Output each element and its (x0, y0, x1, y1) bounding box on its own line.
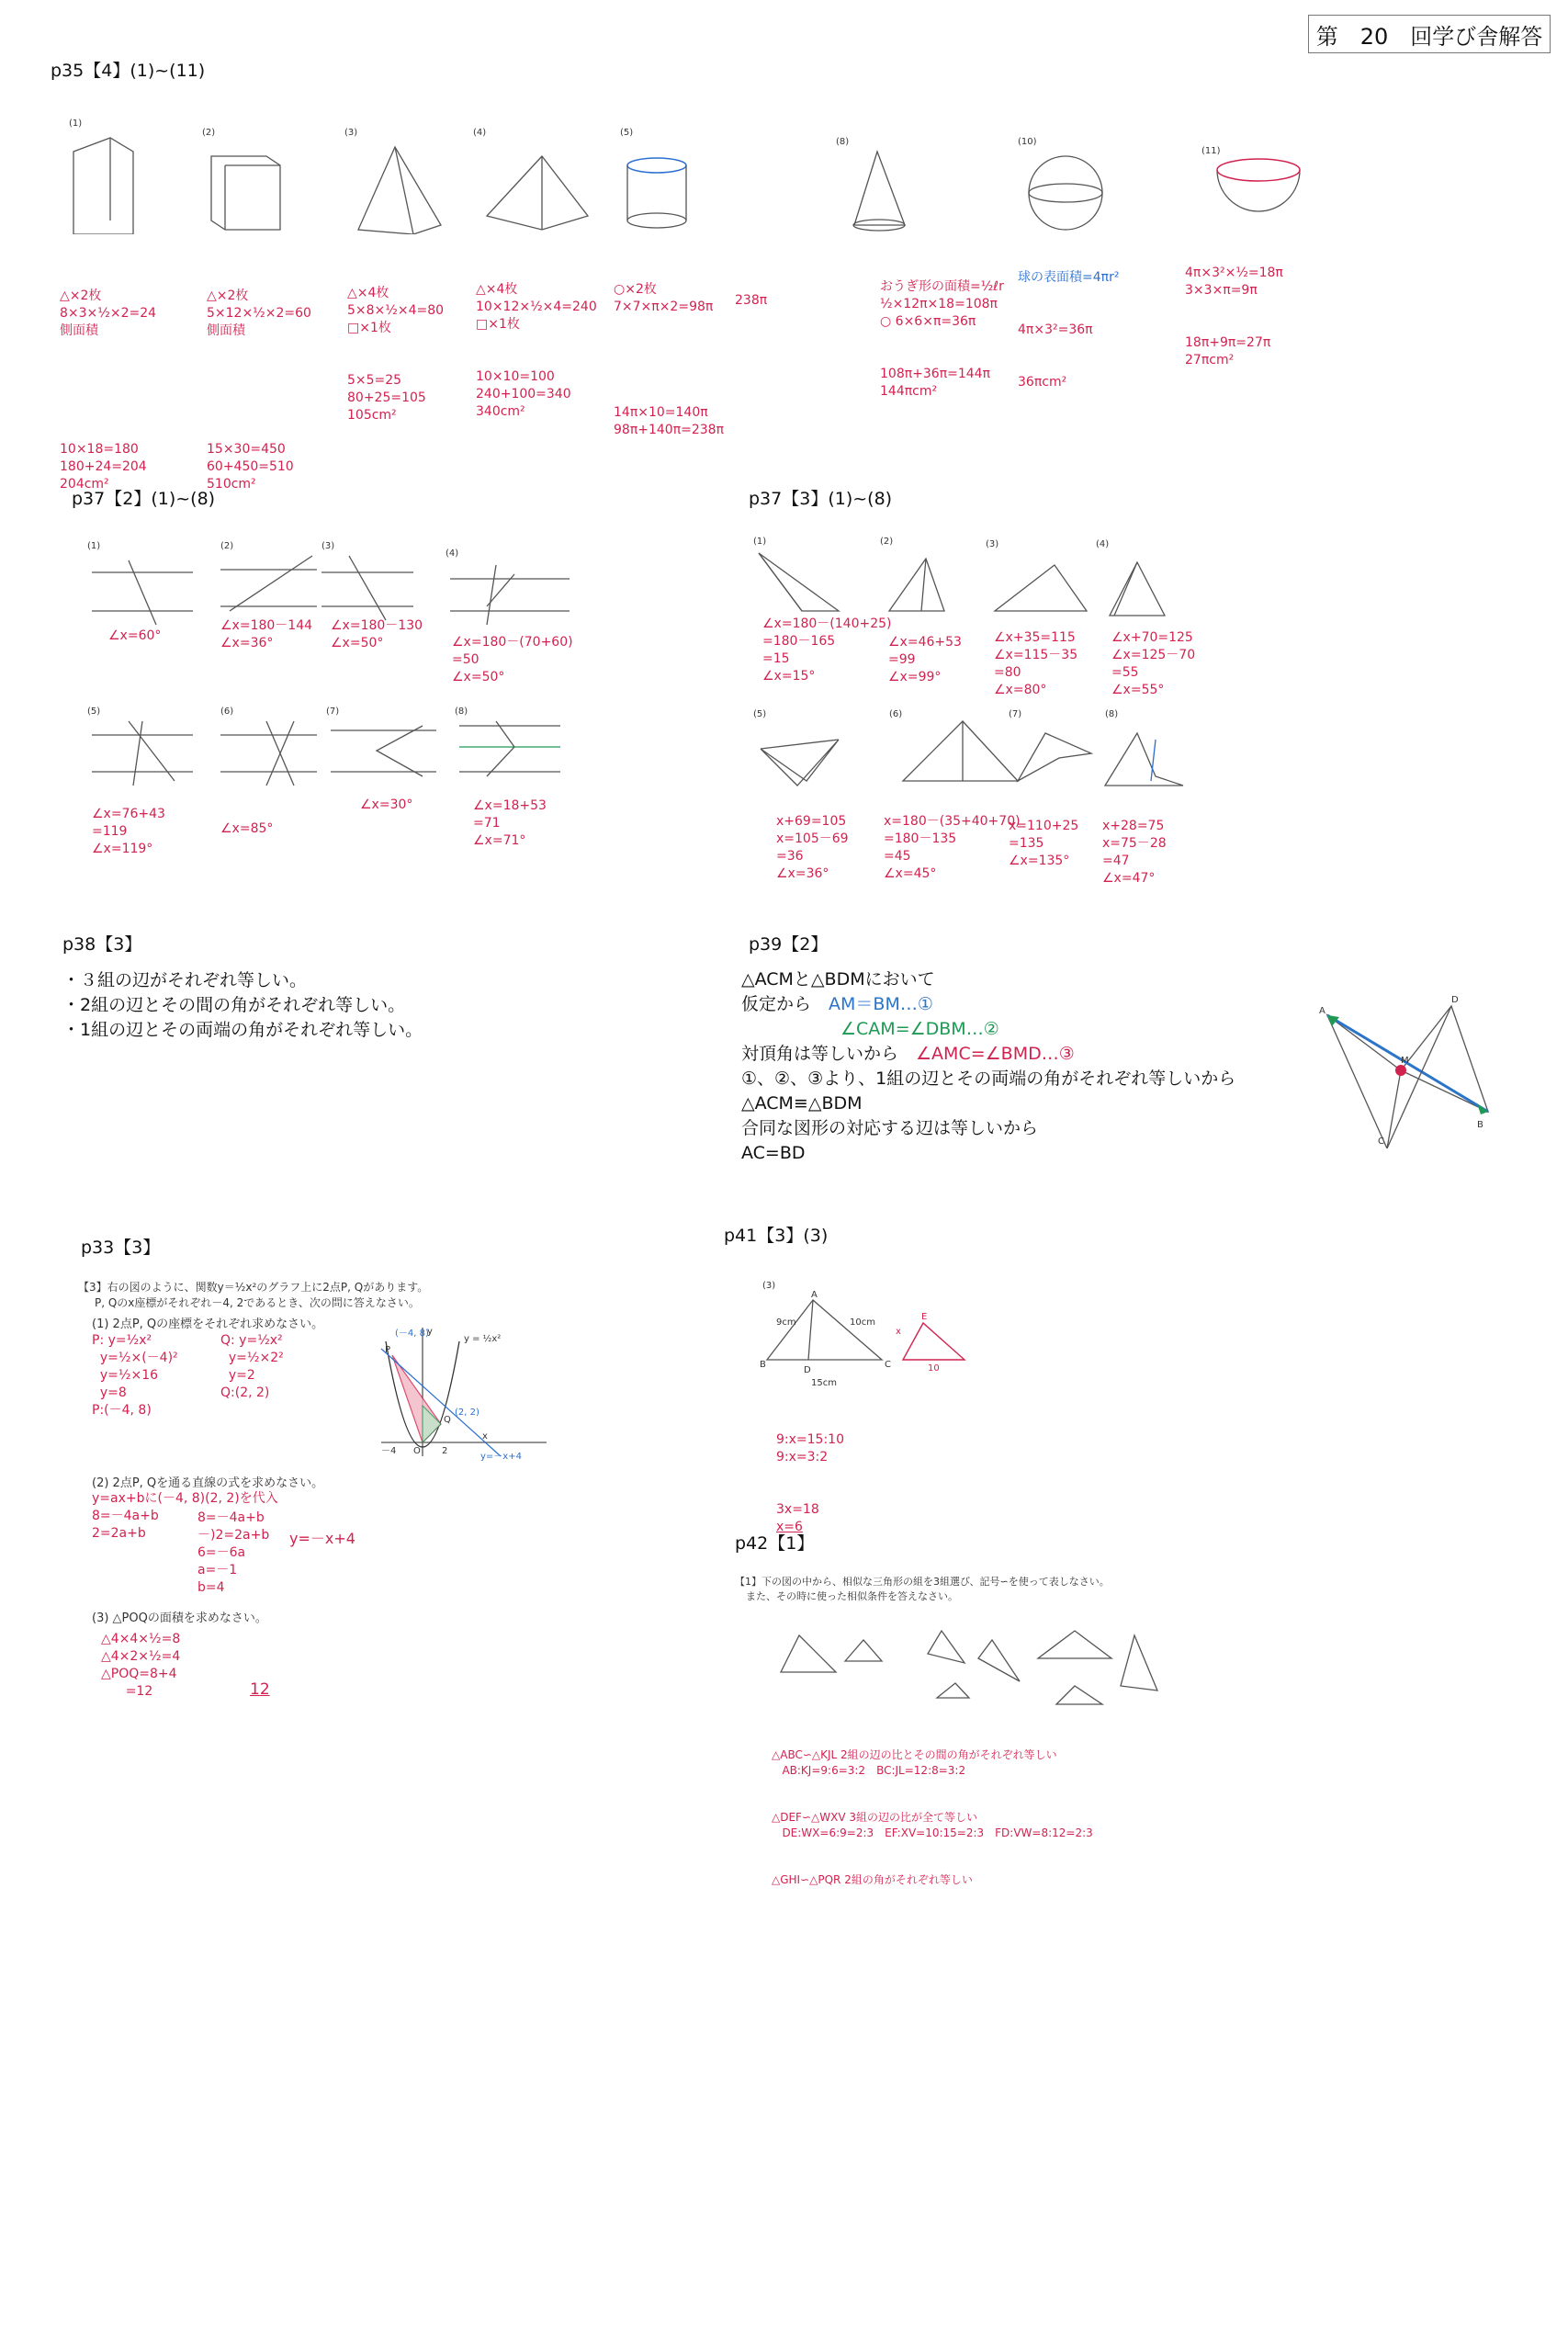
svg-text:(11): (11) (1201, 146, 1221, 156)
p35-ans-1: △×2枚 8×3×½×2=24 側面積 10×18=180 180+24=204 204cm² (60, 288, 157, 492)
p35-ans-5: ○×2枚 7×7×π×2=98π 14π×10=140π 98π+140π=238π (614, 282, 725, 437)
p33-graph-Q: Q (444, 1415, 451, 1425)
p33-graph (372, 1323, 556, 1461)
p35-fig8-cone (854, 152, 905, 225)
p39-figure (1314, 988, 1511, 1148)
p41-fig-E: E (921, 1312, 928, 1322)
p42-fig-pqr (1038, 1631, 1111, 1658)
p42-fig-abc (781, 1635, 836, 1672)
p37-3-fig8 (1105, 709, 1183, 786)
p42-fig-vwx (1121, 1635, 1157, 1690)
svg-text:(2): (2) (880, 537, 894, 547)
p39-proof (741, 967, 1235, 1166)
p35-fig2-prism (211, 156, 280, 230)
p42-problem: 【1】下の図の中から、相似な三角形の組を3組選び、記号∽を使って表しなさい。 また、その時に使った相似条件を答えなさい。 (735, 1576, 1110, 1602)
p33-graph-m4: －4 (381, 1446, 397, 1456)
p37-2-fig7 (326, 707, 436, 776)
svg-text:(5): (5) (620, 128, 634, 138)
p33-q3: (3) △POQの面積を求めなさい。 (92, 1611, 267, 1625)
p39-line-7: 合同な図形の対応する辺は等しいから (741, 1118, 1039, 1138)
p35-fig3-pyramid (358, 147, 441, 234)
svg-text:(1): (1) (753, 537, 767, 547)
p37-2-fig1 (87, 541, 193, 625)
p39-fig-C: C (1378, 1136, 1384, 1147)
p37-2-ans-1: ∠x=60° (108, 628, 162, 643)
p37-3-fig7 (1009, 709, 1091, 781)
svg-text:(3): (3) (986, 539, 999, 549)
svg-text:(7): (7) (326, 707, 340, 717)
p41-fig-A: A (811, 1290, 818, 1300)
p35-ans-5-result: 238π (735, 293, 768, 308)
p39-line-5: ①、②、③より、1組の辺とその両端の角がそれぞれ等しいから (741, 1069, 1236, 1089)
p37-3-ans-8: x+28=75 x=75－28 =47 ∠x=47° (1102, 819, 1167, 886)
p37-2-ans-6: ∠x=85° (220, 821, 274, 836)
p39-line-8: AC=BD (741, 1143, 806, 1163)
p41-fig-x: x (896, 1327, 901, 1337)
svg-text:(10): (10) (1018, 137, 1037, 147)
p37-2-heading: p37【2】(1)~(8) (72, 489, 216, 509)
p42-fig-jkl (928, 1631, 964, 1663)
p35-fig4-pyramid (487, 156, 588, 230)
p39-line-1: △ACMと△BDMにおいて (741, 969, 935, 989)
svg-text:(1): (1) (87, 541, 101, 551)
p37-2-ans-4: ∠x=180－(70+60) =50 ∠x=50° (452, 635, 573, 684)
p35-heading: p35【4】(1)~(11) (51, 61, 206, 81)
p39-fig-M: M (1401, 1056, 1409, 1066)
p33-heading: p33【3】 (81, 1238, 161, 1258)
p41-fig-9: 9cm (776, 1317, 796, 1328)
p41-fig-B: B (760, 1360, 766, 1370)
p37-3-ans-5: x+69=105 x=105－69 =36 ∠x=36° (776, 814, 849, 881)
p41-fig-no: (3) (762, 1281, 776, 1291)
p37-2-fig2 (220, 541, 317, 611)
p35-fig1-no: (1) (69, 119, 83, 129)
p41-fig-10: 10cm (850, 1317, 875, 1328)
p37-3-ans-4: ∠x+70=125 ∠x=125－70 =55 ∠x=55° (1111, 630, 1196, 697)
p41-fig-e10: 10 (928, 1363, 940, 1374)
p37-3-fig1 (753, 537, 839, 611)
svg-text:(7): (7) (1009, 709, 1022, 719)
svg-text:(8): (8) (1105, 709, 1119, 719)
p33-graph-Ppt: (－4, 8) (395, 1329, 429, 1339)
p35-ans-3: △×4枚 5×8×½×4=80 □×1枚 5×5=25 80+25=105 105cm² (347, 286, 445, 423)
p33-q2: (2) 2点P, Qを通る直線の式を求めなさい。 (92, 1476, 324, 1490)
svg-text:(2): (2) (220, 541, 234, 551)
p35-ans-8: おうぎ形の面積=½ℓr ½×12π×18=108π ○ 6×6×π=36π 108π+36π=144π 144πcm² (880, 279, 1004, 399)
p42-heading: p42【1】 (735, 1533, 815, 1554)
p33-graph-x: x (482, 1431, 488, 1442)
p39-line-2: 仮定から AM＝BM…① (741, 994, 933, 1014)
p39-line-4: 対頂角は等しいから ∠AMC=∠BMD…③ (741, 1044, 1075, 1064)
p42-fig-def (845, 1640, 882, 1661)
p37-2-ans-8: ∠x=18+53 =71 ∠x=71° (473, 798, 547, 848)
p35-ans-4: △×4枚 10×12×½×4=240 □×1枚 10×10=100 240+100=340 340cm² (476, 282, 597, 419)
p37-3-ans-1: ∠x=180－(140+25) =180－165 =15 ∠x=15° (762, 616, 892, 684)
p37-2-fig8 (455, 707, 560, 776)
p37-2-ans-7: ∠x=30° (360, 797, 413, 812)
svg-text:(2): (2) (202, 128, 216, 138)
svg-text:(3): (3) (321, 541, 335, 551)
p39-line-3: ∠CAM=∠DBM…② (840, 1019, 999, 1039)
p38-line-1: ・３組の辺がそれぞれ等しい。 (62, 970, 308, 990)
p37-2-ans-2: ∠x=180－144 ∠x=36° (220, 618, 313, 650)
svg-text:(8): (8) (836, 137, 850, 147)
p35-fig11-hemisphere (1217, 170, 1300, 211)
p37-3-fig5 (753, 709, 839, 786)
p33-graph-O: O (413, 1446, 421, 1456)
p33-graph-Qpt: (2, 2) (455, 1408, 479, 1418)
p37-3-ans-6: x=180－(35+40+70) =180－135 =45 ∠x=45° (884, 814, 1021, 881)
p35-fig10-sphere (1029, 156, 1102, 230)
p33-a3: △4×4×½=8 △4×2×½=4 △POQ=8+4 =12 (101, 1632, 181, 1699)
svg-text:(5): (5) (87, 707, 101, 717)
p42-fig-mno (978, 1640, 1020, 1681)
p33-a2-result: y=－x+4 (289, 1530, 355, 1547)
p41-figure (758, 1277, 997, 1396)
p35-ans-11: 4π×3²×½=18π 3×3×π=9π 18π+9π=27π 27πcm² (1185, 266, 1283, 368)
p33-graph-P: P (385, 1345, 391, 1355)
p37-2-fig3 (321, 541, 413, 620)
p33-a1-p: P: y=½x² y=½×(－4)² y=½×16 y=8 P:(－4, 8) (92, 1333, 178, 1418)
p42-fig-stu (1056, 1686, 1102, 1704)
svg-text:(4): (4) (1096, 539, 1110, 549)
p41-fig-15: 15cm (811, 1378, 837, 1388)
p39-heading: p39【2】 (749, 934, 829, 955)
p37-2-fig4 (446, 548, 570, 625)
svg-text:(3): (3) (344, 128, 358, 138)
p39-fig-D: D (1451, 995, 1459, 1005)
p33-a3-result: 12 (250, 1680, 270, 1699)
p33-a2-calc: 8=－4a+b －)2=2a+b 6=－6a a=－1 b=4 (197, 1510, 270, 1595)
page-title-box (1308, 15, 1551, 53)
p37-3-ans-2: ∠x=46+53 =99 ∠x=99° (888, 635, 962, 684)
p41-fig-D: D (804, 1365, 811, 1375)
p37-2-fig5 (87, 707, 193, 786)
p33-graph-y: y (427, 1327, 433, 1337)
svg-text:(4): (4) (446, 548, 459, 559)
p33-a1-q: Q: y=½x² y=½×2² y=2 Q:(2, 2) (220, 1333, 284, 1400)
p33-a2: y=ax+bに(－4, 8)(2, 2)を代入 8=－4a+b 2=2a+b (92, 1491, 278, 1541)
svg-text:(6): (6) (220, 707, 234, 717)
p33-graph-eq: y = ½x² (464, 1334, 502, 1344)
p39-fig-A: A (1319, 1006, 1325, 1016)
page-title: 第 20 回学び舎解答 (1315, 23, 1543, 50)
p37-2-fig6 (220, 707, 317, 786)
p37-3-ans-3: ∠x+35=115 ∠x=115－35 =80 ∠x=80° (994, 630, 1078, 697)
svg-text:(5): (5) (753, 709, 767, 719)
p35-ans-10: 球の表面積=4πr² 4π×3²=36π 36πcm² (1018, 270, 1120, 390)
p37-3-ans-7: x=110+25 =135 ∠x=135° (1009, 819, 1079, 868)
p37-3-fig6 (889, 709, 1018, 781)
p42-fig-ghi (937, 1683, 969, 1698)
p42-figures (772, 1617, 1176, 1713)
p33-graph-2: 2 (442, 1446, 448, 1456)
p37-3-fig3 (986, 539, 1087, 611)
p41-fig-C: C (885, 1360, 891, 1370)
p37-2-ans-5: ∠x=76+43 =119 ∠x=119° (92, 807, 165, 856)
p38-heading: p38【3】 (62, 934, 142, 955)
p37-3-fig4 (1096, 539, 1165, 616)
p38-list (62, 968, 423, 1043)
p37-2-ans-3: ∠x=180－130 ∠x=50° (331, 618, 423, 650)
svg-text:(8): (8) (455, 707, 468, 717)
p42-ans: △ABC∽△KJL 2組の辺の比とその間の角がそれぞれ等しい AB:KJ=9:6=3:2 BC:JL=12:8=3:2 △DEF∽△WXV 3組の辺の比が全て等しい DE:WX=6:9=2:3 EF:XV=10:15=2:3 FD:VW=8:12=2:3 △GHI∽△PQR 2組の角がそれぞれ等しい (772, 1748, 1093, 1886)
p38-line-2: ・2組の辺とその間の角がそれぞれ等しい。 (62, 995, 406, 1015)
p33-graph-line: y=－x+4 (480, 1452, 522, 1461)
p41-ans: 9:x=15:10 9:x=3:2 3x=18 x=6 (776, 1432, 844, 1534)
p35-figures (55, 115, 1341, 234)
svg-text:(6): (6) (889, 709, 903, 719)
svg-text:(4): (4) (473, 128, 487, 138)
p35-ans-2: △×2枚 5×12×½×2=60 側面積 15×30=450 60+450=510 510cm² (207, 288, 311, 492)
p35-fig1-prism (73, 138, 133, 234)
p39-fig-B: B (1477, 1120, 1483, 1130)
p33-q1: (1) 2点P, Qの座標をそれぞれ求めなさい。 (92, 1317, 324, 1331)
p35-fig5-cylinder-top (627, 158, 686, 173)
p33-problem: 【3】右の図のように、関数y＝½x²のグラフ上に2点P, Qがあります。 P, Qのx座標がそれぞれ－4, 2であるとき、次の問に答えなさい。 (78, 1281, 429, 1309)
p41-heading: p41【3】(3) (724, 1226, 829, 1246)
p37-3-fig2 (880, 537, 944, 611)
p39-line-6: △ACM≡△BDM (741, 1093, 863, 1114)
p37-3-heading: p37【3】(1)~(8) (749, 489, 893, 509)
p38-line-3: ・1組の辺とその両端の角がそれぞれ等しい。 (62, 1020, 423, 1040)
